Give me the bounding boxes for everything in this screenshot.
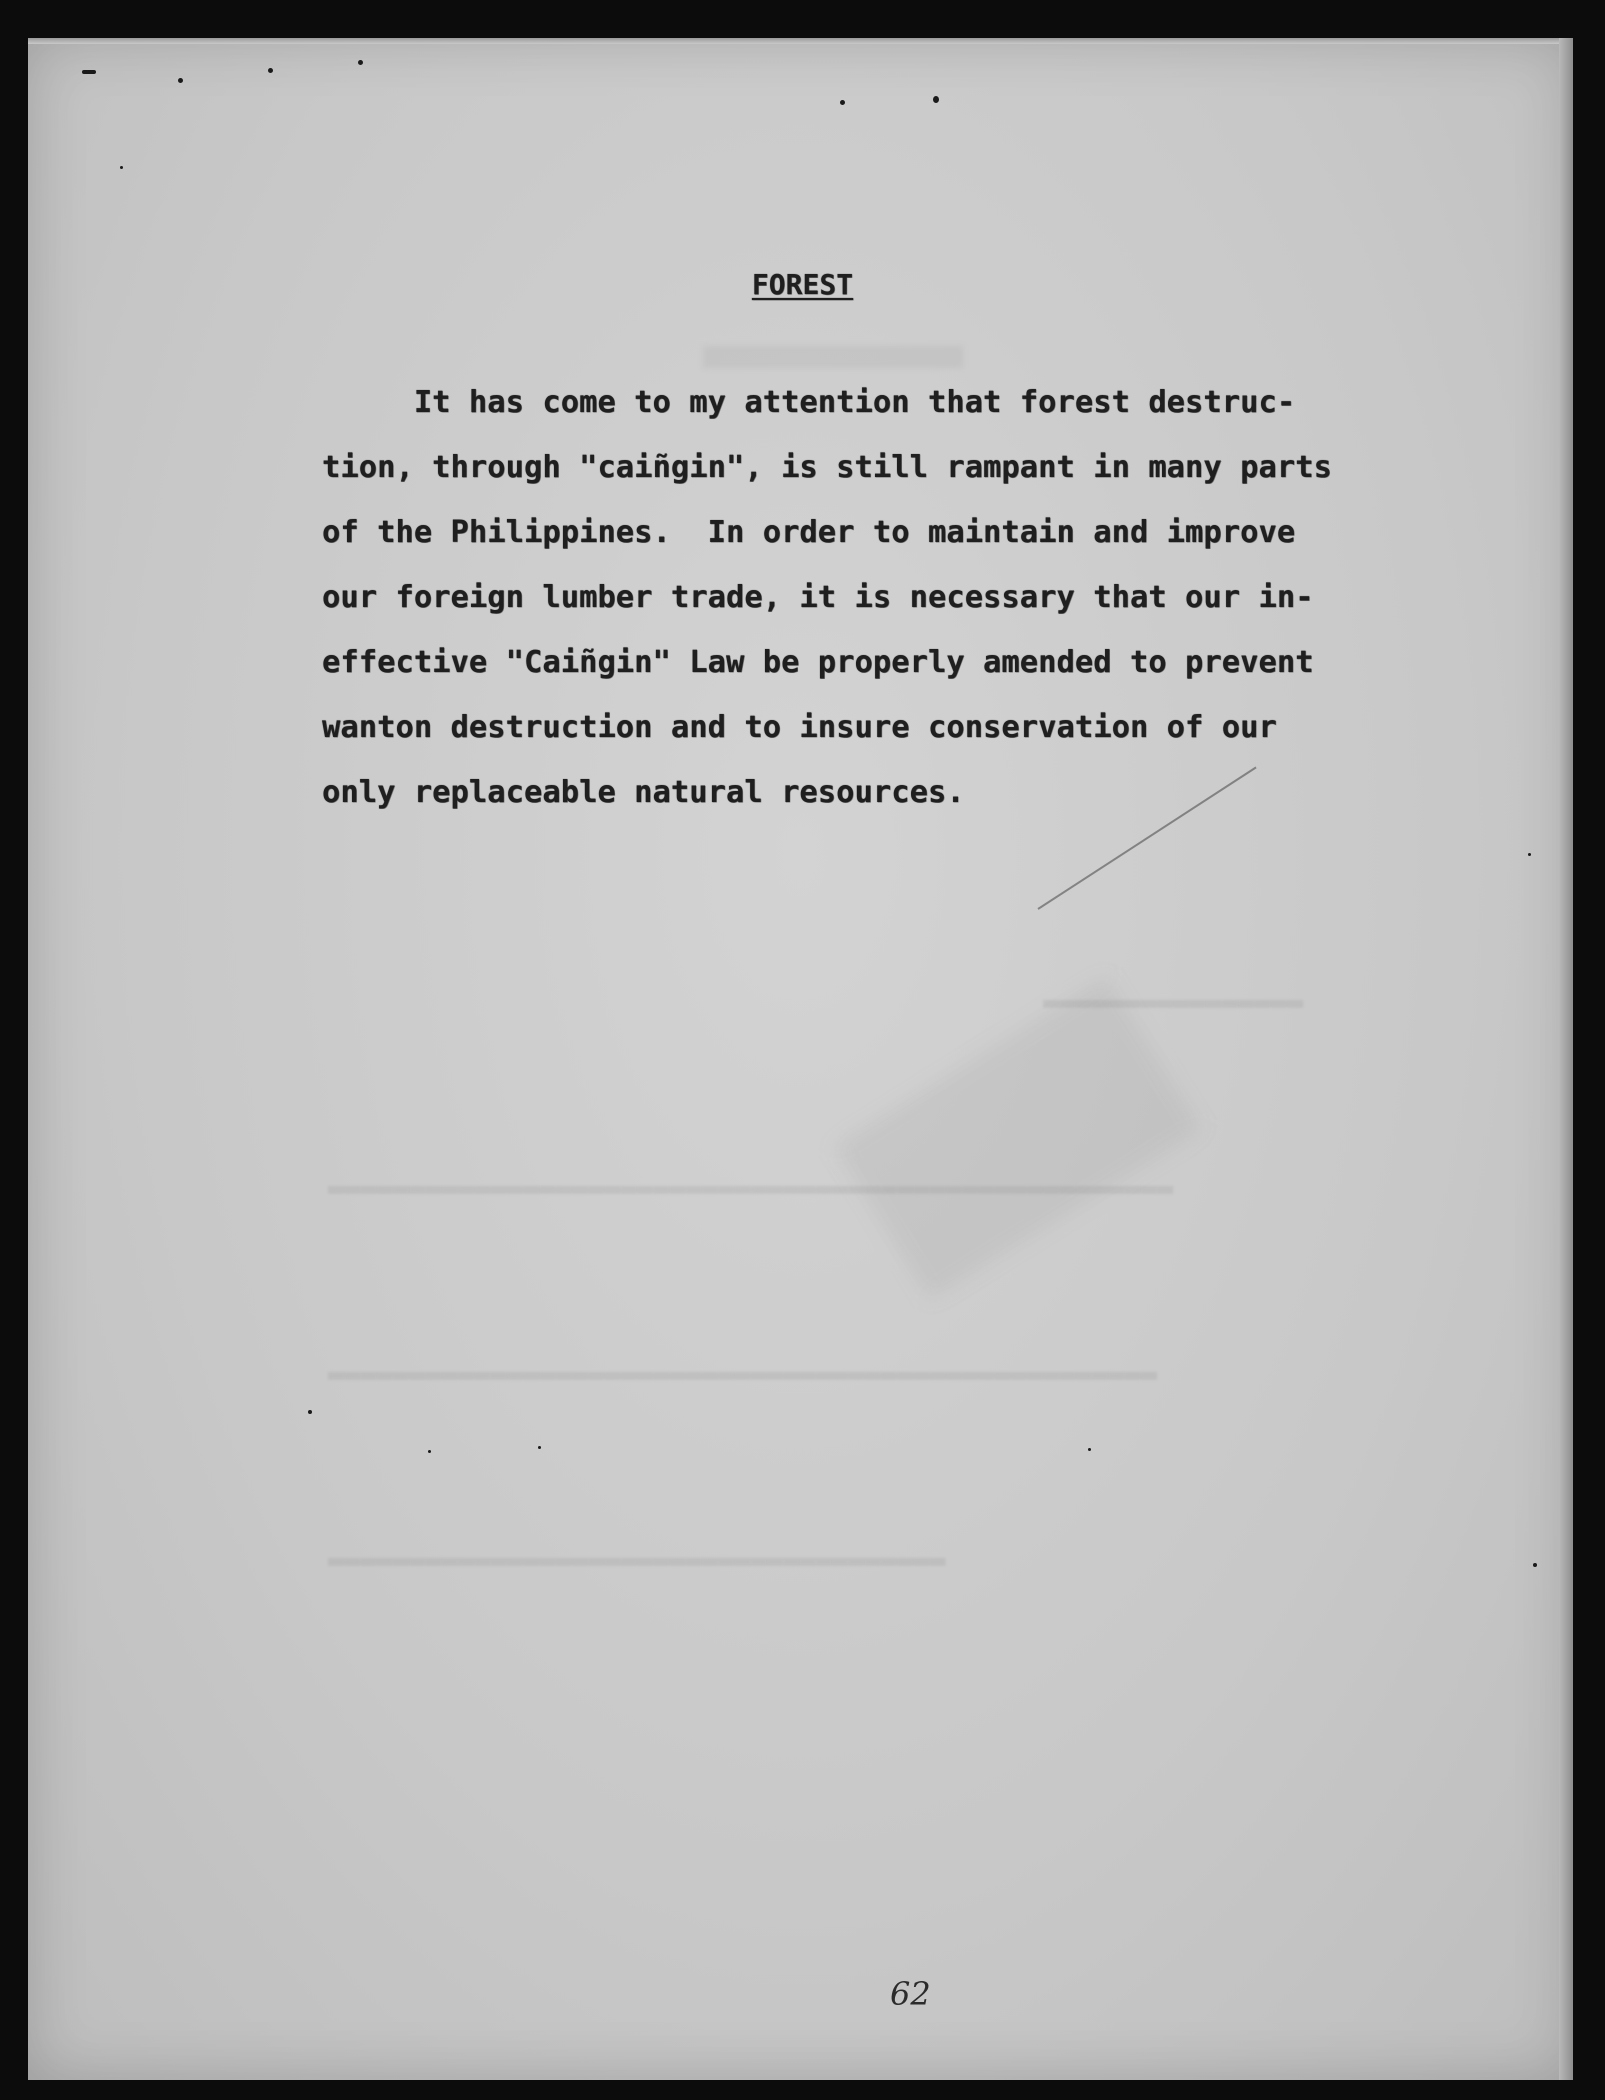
- document-title: FOREST: [751, 268, 854, 301]
- dust-speck: [82, 70, 96, 74]
- paper-right-edge: [1559, 38, 1573, 2080]
- dust-speck: [268, 68, 273, 73]
- dust-speck: [308, 1410, 312, 1414]
- paragraph-line: only replaceable natural resources.: [322, 775, 965, 810]
- dust-speck: [933, 96, 939, 103]
- dust-speck: [840, 100, 845, 105]
- dust-speck: [358, 60, 363, 65]
- paragraph-line: effective "Caiñgin" Law be properly amended to prevent: [322, 645, 1314, 680]
- paper-top-edge: [28, 38, 1573, 44]
- handwritten-page-number: 62: [890, 1975, 931, 2013]
- dust-speck: [1088, 1448, 1091, 1451]
- dust-speck: [120, 166, 123, 169]
- bleed-through-text: ▬▬▬▬▬▬▬▬▬▬▬▬▬▬▬▬ ▬▬▬▬▬▬▬▬▬▬▬▬▬▬▬▬▬▬▬▬▬▬▬▬▬▬▬▬▬▬▬▬▬▬▬▬▬▬▬▬▬▬▬▬▬▬▬▬▬▬▬▬ ▬▬▬▬▬▬▬▬▬▬▬▬▬▬▬▬▬▬▬▬▬▬▬▬▬▬▬▬▬▬▬▬▬▬▬▬▬▬▬▬▬▬▬▬▬▬▬▬▬▬▬ ▬▬▬▬▬▬▬▬▬▬▬▬▬▬▬▬▬▬▬▬▬▬▬▬▬▬▬▬▬▬▬▬▬▬▬▬▬▬: [328, 987, 1304, 1576]
- document-paragraph: [322, 370, 1402, 825]
- dust-speck: [538, 1446, 541, 1449]
- bleed-through-heading: [703, 346, 963, 368]
- dust-speck: [1528, 853, 1531, 856]
- paragraph-line: It has come to my attention that forest destruc-: [322, 385, 1296, 420]
- dust-speck: [428, 1450, 431, 1453]
- paragraph-line: of the Philippines. In order to maintain and improve: [322, 515, 1296, 550]
- paragraph-line: tion, through "caiñgin", is still rampant in many parts: [322, 450, 1332, 485]
- paper-sheet: [28, 38, 1573, 2080]
- paragraph-line: our foreign lumber trade, it is necessary that our in-: [322, 580, 1314, 615]
- paragraph-line: wanton destruction and to insure conservation of our: [322, 710, 1277, 745]
- dust-speck: [178, 78, 183, 83]
- dust-speck: [1533, 1563, 1537, 1567]
